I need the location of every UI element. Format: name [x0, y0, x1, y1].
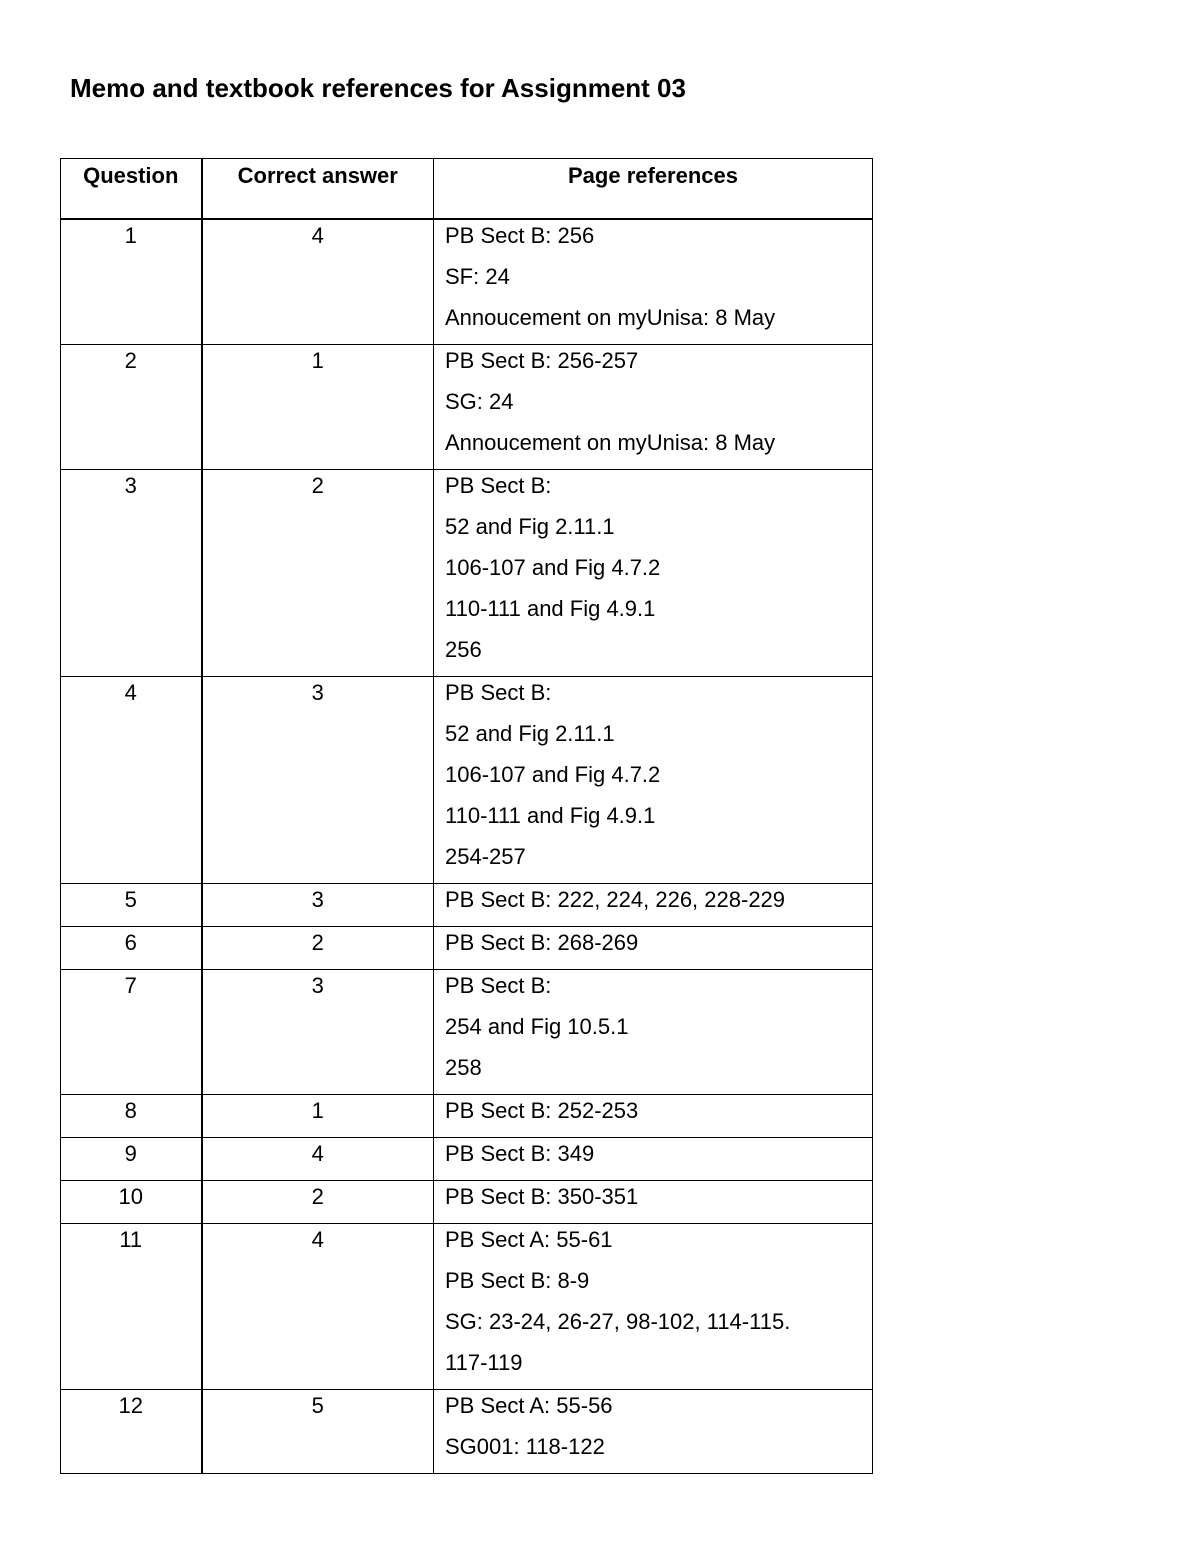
table-row: [61, 1223, 873, 1389]
page-references-cell: [434, 676, 873, 883]
correct-answer-cell: 3: [202, 676, 434, 883]
table-row: [61, 1389, 873, 1473]
question-number-cell: 10: [61, 1180, 202, 1223]
page-references-cell: [434, 1180, 873, 1223]
question-number-cell: 12: [61, 1389, 202, 1473]
question-number-cell: 2: [61, 344, 202, 469]
page-references-cell: [434, 219, 873, 345]
memo-table: [60, 158, 873, 1474]
table-row: [61, 344, 873, 469]
page-reference-line: 110-111 and Fig 4.9.1: [445, 802, 656, 828]
page-reference-line: SG: 24: [445, 388, 514, 414]
page-reference-line: 117-119: [445, 1349, 523, 1375]
page-reference-line: Annoucement on myUnisa: 8 May: [445, 429, 776, 455]
correct-answer-cell: 2: [202, 1180, 434, 1223]
page-reference-line: PB Sect B: 256: [445, 222, 595, 248]
page-references-cell: [434, 969, 873, 1094]
page-references-cell: [434, 344, 873, 469]
correct-answer-cell: 2: [202, 926, 434, 969]
table-row: [61, 1094, 873, 1137]
page-reference-line: PB Sect B: 8-9: [445, 1267, 590, 1293]
question-number-cell: 9: [61, 1137, 202, 1180]
page-reference-line: PB Sect B:: [445, 679, 552, 705]
correct-answer-cell: 3: [202, 969, 434, 1094]
correct-answer-cell: 5: [202, 1389, 434, 1473]
page-reference-line: 110-111 and Fig 4.9.1: [445, 595, 656, 621]
correct-answer-cell: 4: [202, 1137, 434, 1180]
table-row: [61, 469, 873, 676]
page-reference-line: SF: 24: [445, 263, 510, 289]
table-row: [61, 1137, 873, 1180]
table-row: [61, 219, 873, 345]
page-reference-line: PB Sect B: 256-257: [445, 347, 639, 373]
page-reference-line: 52 and Fig 2.11.1: [445, 720, 615, 746]
page-reference-line: 52 and Fig 2.11.1: [445, 513, 615, 539]
page-references-cell: [434, 1389, 873, 1473]
page-title: Memo and textbook references for Assignment 03: [70, 73, 686, 103]
correct-answer-cell: 1: [202, 1094, 434, 1137]
column-header-question: Question: [61, 159, 202, 219]
page-references-cell: [434, 469, 873, 676]
question-number-cell: 11: [61, 1223, 202, 1389]
table-row: [61, 969, 873, 1094]
page-reference-line: PB Sect B: 222, 224, 226, 228-229: [445, 886, 786, 912]
page-references-cell: [434, 1094, 873, 1137]
correct-answer-cell: 3: [202, 883, 434, 926]
page-reference-line: PB Sect B:: [445, 472, 552, 498]
page-reference-line: 106-107 and Fig 4.7.2: [445, 761, 661, 787]
page-reference-line: SG001: 118-122: [445, 1433, 605, 1459]
page-references-cell: [434, 883, 873, 926]
table-row: [61, 1180, 873, 1223]
page-reference-line: PB Sect A: 55-61: [445, 1226, 613, 1252]
table-row: [61, 883, 873, 926]
table-header-row: [61, 159, 873, 219]
page-references-cell: [434, 1137, 873, 1180]
question-number-cell: 8: [61, 1094, 202, 1137]
correct-answer-cell: 2: [202, 469, 434, 676]
table-body: [61, 219, 873, 1474]
question-number-cell: 7: [61, 969, 202, 1094]
correct-answer-cell: 4: [202, 1223, 434, 1389]
question-number-cell: 6: [61, 926, 202, 969]
page-reference-line: PB Sect B:: [445, 972, 552, 998]
page-references-cell: [434, 1223, 873, 1389]
page-reference-line: 258: [445, 1054, 482, 1080]
page-reference-line: 106-107 and Fig 4.7.2: [445, 554, 661, 580]
page-reference-line: 256: [445, 636, 482, 662]
page-reference-line: PB Sect B: 349: [445, 1140, 595, 1166]
question-number-cell: 5: [61, 883, 202, 926]
page-reference-line: Annoucement on myUnisa: 8 May: [445, 304, 776, 330]
correct-answer-cell: 1: [202, 344, 434, 469]
correct-answer-cell: 4: [202, 219, 434, 345]
page-reference-line: 254-257: [445, 843, 526, 869]
page-reference-line: PB Sect A: 55-56: [445, 1392, 613, 1418]
question-number-cell: 3: [61, 469, 202, 676]
column-header-correct-answer: Correct answer: [202, 159, 434, 219]
page-reference-line: SG: 23-24, 26-27, 98-102, 114-115.: [445, 1308, 791, 1334]
page-reference-line: PB Sect B: 350-351: [445, 1183, 639, 1209]
page-reference-line: PB Sect B: 252-253: [445, 1097, 639, 1123]
question-number-cell: 4: [61, 676, 202, 883]
page-references-cell: [434, 926, 873, 969]
table-row: [61, 676, 873, 883]
table-row: [61, 926, 873, 969]
page-reference-line: 254 and Fig 10.5.1: [445, 1013, 629, 1039]
page-reference-line: PB Sect B: 268-269: [445, 929, 639, 955]
column-header-page-references: Page references: [434, 159, 873, 219]
question-number-cell: 1: [61, 219, 202, 345]
